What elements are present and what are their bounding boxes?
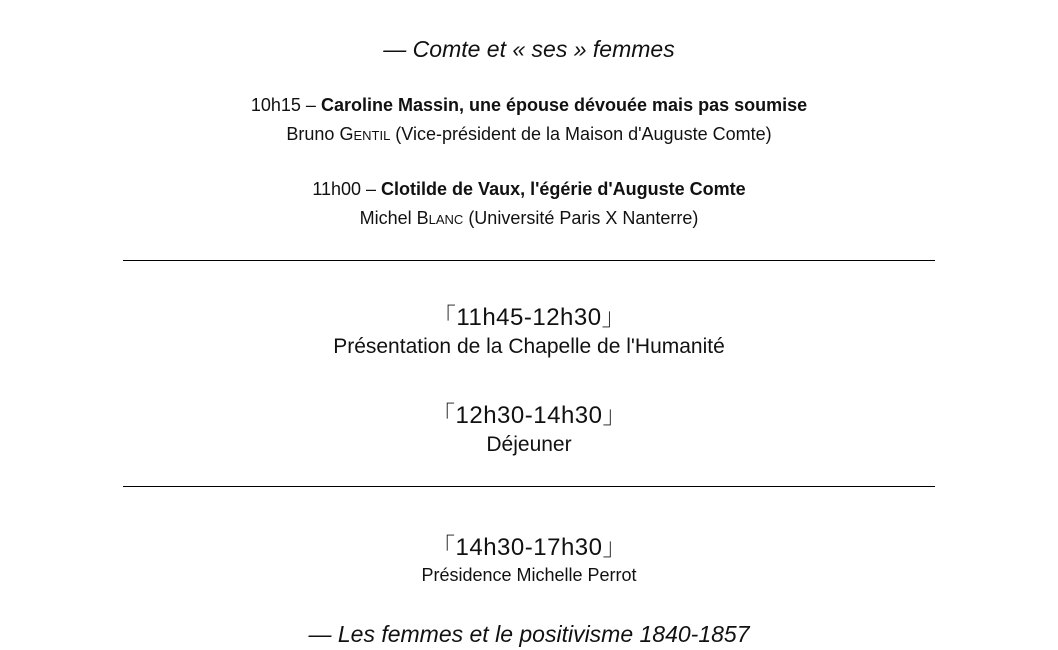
talk-2-affiliation: (Université Paris X Nanterre) (463, 208, 699, 228)
talk-2-speaker-last: Blanc (416, 208, 464, 228)
talk-1-title: Caroline Massin, une épouse dévouée mais pas soumise (320, 95, 808, 115)
talk-1-speaker-last: Gentil (339, 124, 391, 144)
talk-1-speaker (0, 124, 1058, 145)
talk-2-title: Clotilde de Vaux, l'égérie d'Auguste Comte (381, 179, 746, 199)
divider-1 (123, 260, 935, 261)
talk-1-speaker-first: Bruno (286, 124, 340, 144)
slot-1-time: 「11h45-12h30」 (431, 304, 627, 331)
section-title-comte: — Comte et « ses » femmes (383, 36, 675, 62)
talk-1-affiliation: (Vice-président de la Maison d'Auguste Comte) (390, 124, 772, 144)
slot-2-time: 「12h30-14h30」 (431, 402, 627, 429)
talk-2-speaker (0, 208, 1058, 229)
divider-2 (123, 486, 935, 487)
afternoon-time: 「14h30-17h30」 (431, 534, 627, 561)
afternoon-presidency: Présidence Michelle Perrot (421, 565, 637, 585)
talk-1-heading (0, 95, 1058, 116)
slot-1-label: Présentation de la Chapelle de l'Humanité (333, 335, 725, 358)
talk-1-time: 10h15 – (250, 95, 321, 115)
talk-2-heading (0, 179, 1058, 200)
section-title-positivisme: — Les femmes et le positivisme 1840-1857 (308, 621, 750, 647)
talk-2-time: 11h00 – (312, 179, 382, 199)
talk-2-speaker-first: Michel (359, 208, 417, 228)
slot-2-label: Déjeuner (486, 433, 572, 456)
